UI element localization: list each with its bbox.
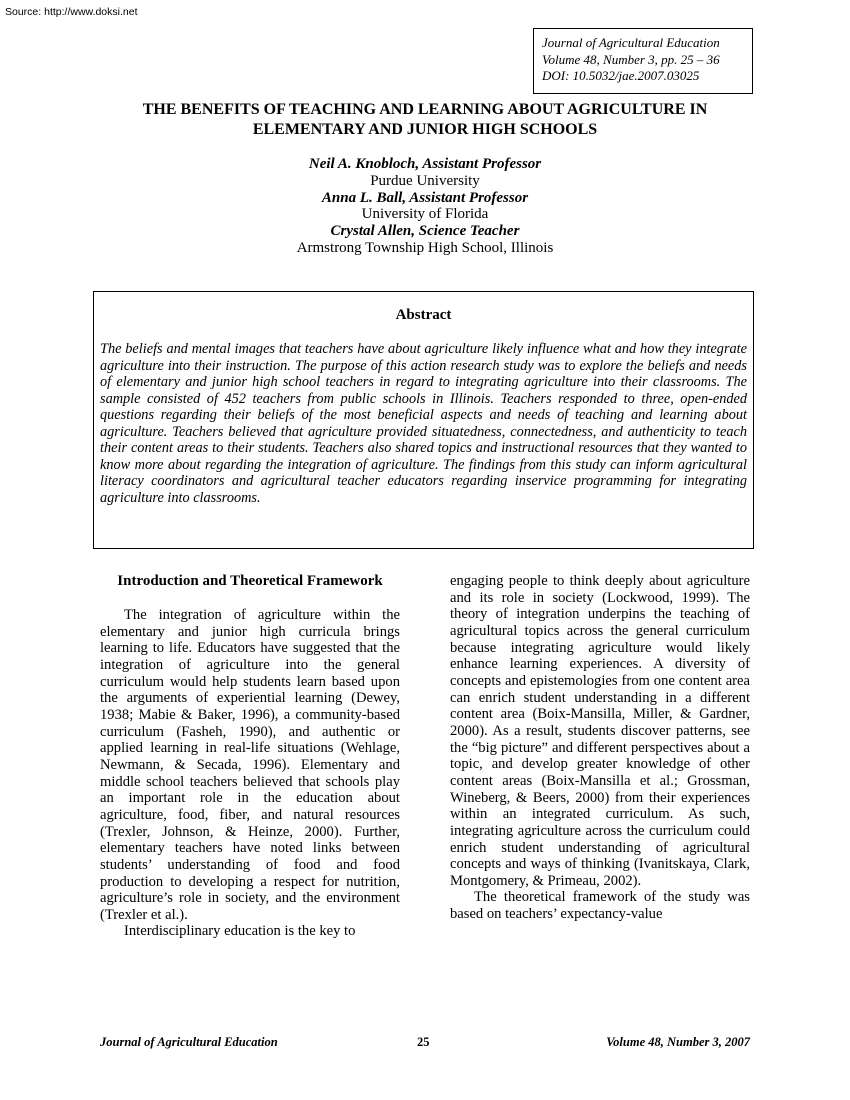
- title-line-1: THE BENEFITS OF TEACHING AND LEARNING ABOUT AGRICULTURE IN: [142, 101, 708, 118]
- author-name: Neil A. Knobloch, Assistant Professor: [308, 156, 542, 172]
- abstract-heading: Abstract: [395, 307, 452, 323]
- body-column-right: [450, 573, 750, 923]
- author-affiliation: Purdue University: [370, 172, 480, 189]
- source-url: Source: http://www.doksi.net: [5, 6, 138, 18]
- paper-title: [90, 100, 760, 140]
- body-column-left: [100, 573, 400, 940]
- author-name: Crystal Allen, Science Teacher: [330, 223, 520, 240]
- abstract-text: The beliefs and mental images that teachers have about agriculture likely influence what and how they integrate agriculture into their instruction. The purpose of this action research study was to explore the beliefs and needs of elementary and junior high school teachers in regard to integrating agriculture into their classrooms. The sample consisted of 452 teachers from public schools in Illinois. Teachers responded to three, open-ended questions regarding their beliefs of the most beneficial aspects and needs of teaching and learning about agriculture. Teachers believed that agriculture provided situatedness, connectedness, and authenticity to teach their content areas to their students. Teachers also shared topics and instructional resources that they wanted to know more about regarding the integration of agriculture. The findings from this study can inform agricultural literacy coordinators and agricultural teacher educators regarding inservice programming for integrating agriculture into classrooms.: [100, 341, 747, 506]
- journal-volume: Volume 48, Number 3, pp. 25 – 36: [542, 51, 720, 67]
- journal-name: Journal of Agricultural Education: [542, 35, 720, 50]
- title-line-2: ELEMENTARY AND JUNIOR HIGH SCHOOLS: [252, 121, 598, 138]
- footer-volume: Volume 48, Number 3, 2007: [606, 1035, 750, 1049]
- body-paragraph: The integration of agriculture within the elementary and junior high curricula brings learning to life. Educators have suggested that the integration of agriculture into the general curriculum would help students learn based upon the arguments of experiential learning (Dewey, 1938; Mabie & Baker, 1996), a community-based curriculum (Fasheh, 1990), and authentic or applied learning in real-life situations (Wehlage, Newmann, & Secada, 1996). Elementary and middle school teachers believed that schools play an important role in the education about agriculture, food, fiber, and natural resources (Trexler, Johnson, & Heinze, 2000). Further, elementary teachers have noted links between students’ understanding of food and food production to developing a respect for nutrition, agriculture’s role in society, and the environment (Trexler et al.).: [100, 607, 400, 923]
- author-list: [200, 156, 650, 257]
- journal-citation-box: [533, 28, 753, 94]
- body-paragraph: The theoretical framework of the study was based on teachers’ expectancy-value: [450, 889, 750, 923]
- footer-journal: Journal of Agricultural Education: [100, 1035, 278, 1049]
- journal-doi: DOI: 10.5032/jae.2007.03025: [542, 68, 700, 83]
- author-affiliation: University of Florida: [361, 206, 489, 223]
- section-heading: Introduction and Theoretical Framework: [117, 573, 383, 589]
- author-affiliation: Armstrong Township High School, Illinois: [296, 239, 554, 256]
- abstract-box: [93, 291, 754, 549]
- body-paragraph: Interdisciplinary education is the key to: [124, 923, 356, 940]
- page-number: 25: [417, 1035, 430, 1049]
- body-paragraph: engaging people to think deeply about agriculture and its role in society (Lockwood, 1999). The theory of integration underpins the teaching of agricultural topics across the general curriculum because integrating agriculture would likely enhance learning experiences. A diversity of concepts and epistemologies from one content area can enrich student understanding in a different content area (Boix-Mansilla, Miller, & Gardner, 2000). As a result, students discover patterns, see the “big picture” and different perspectives about a topic, and develop greater knowledge of other content areas (Boix-Mansilla et al.; Grossman, Wineberg, & Beers, 2000) from their experiences within an integrated curriculum. As such, integrating agriculture across the curriculum could enrich student understanding of agricultural concepts and ways of thinking (Ivanitskaya, Clark, Montgomery, & Primeau, 2002).: [450, 573, 750, 889]
- author-name: Anna L. Ball, Assistant Professor: [321, 189, 529, 206]
